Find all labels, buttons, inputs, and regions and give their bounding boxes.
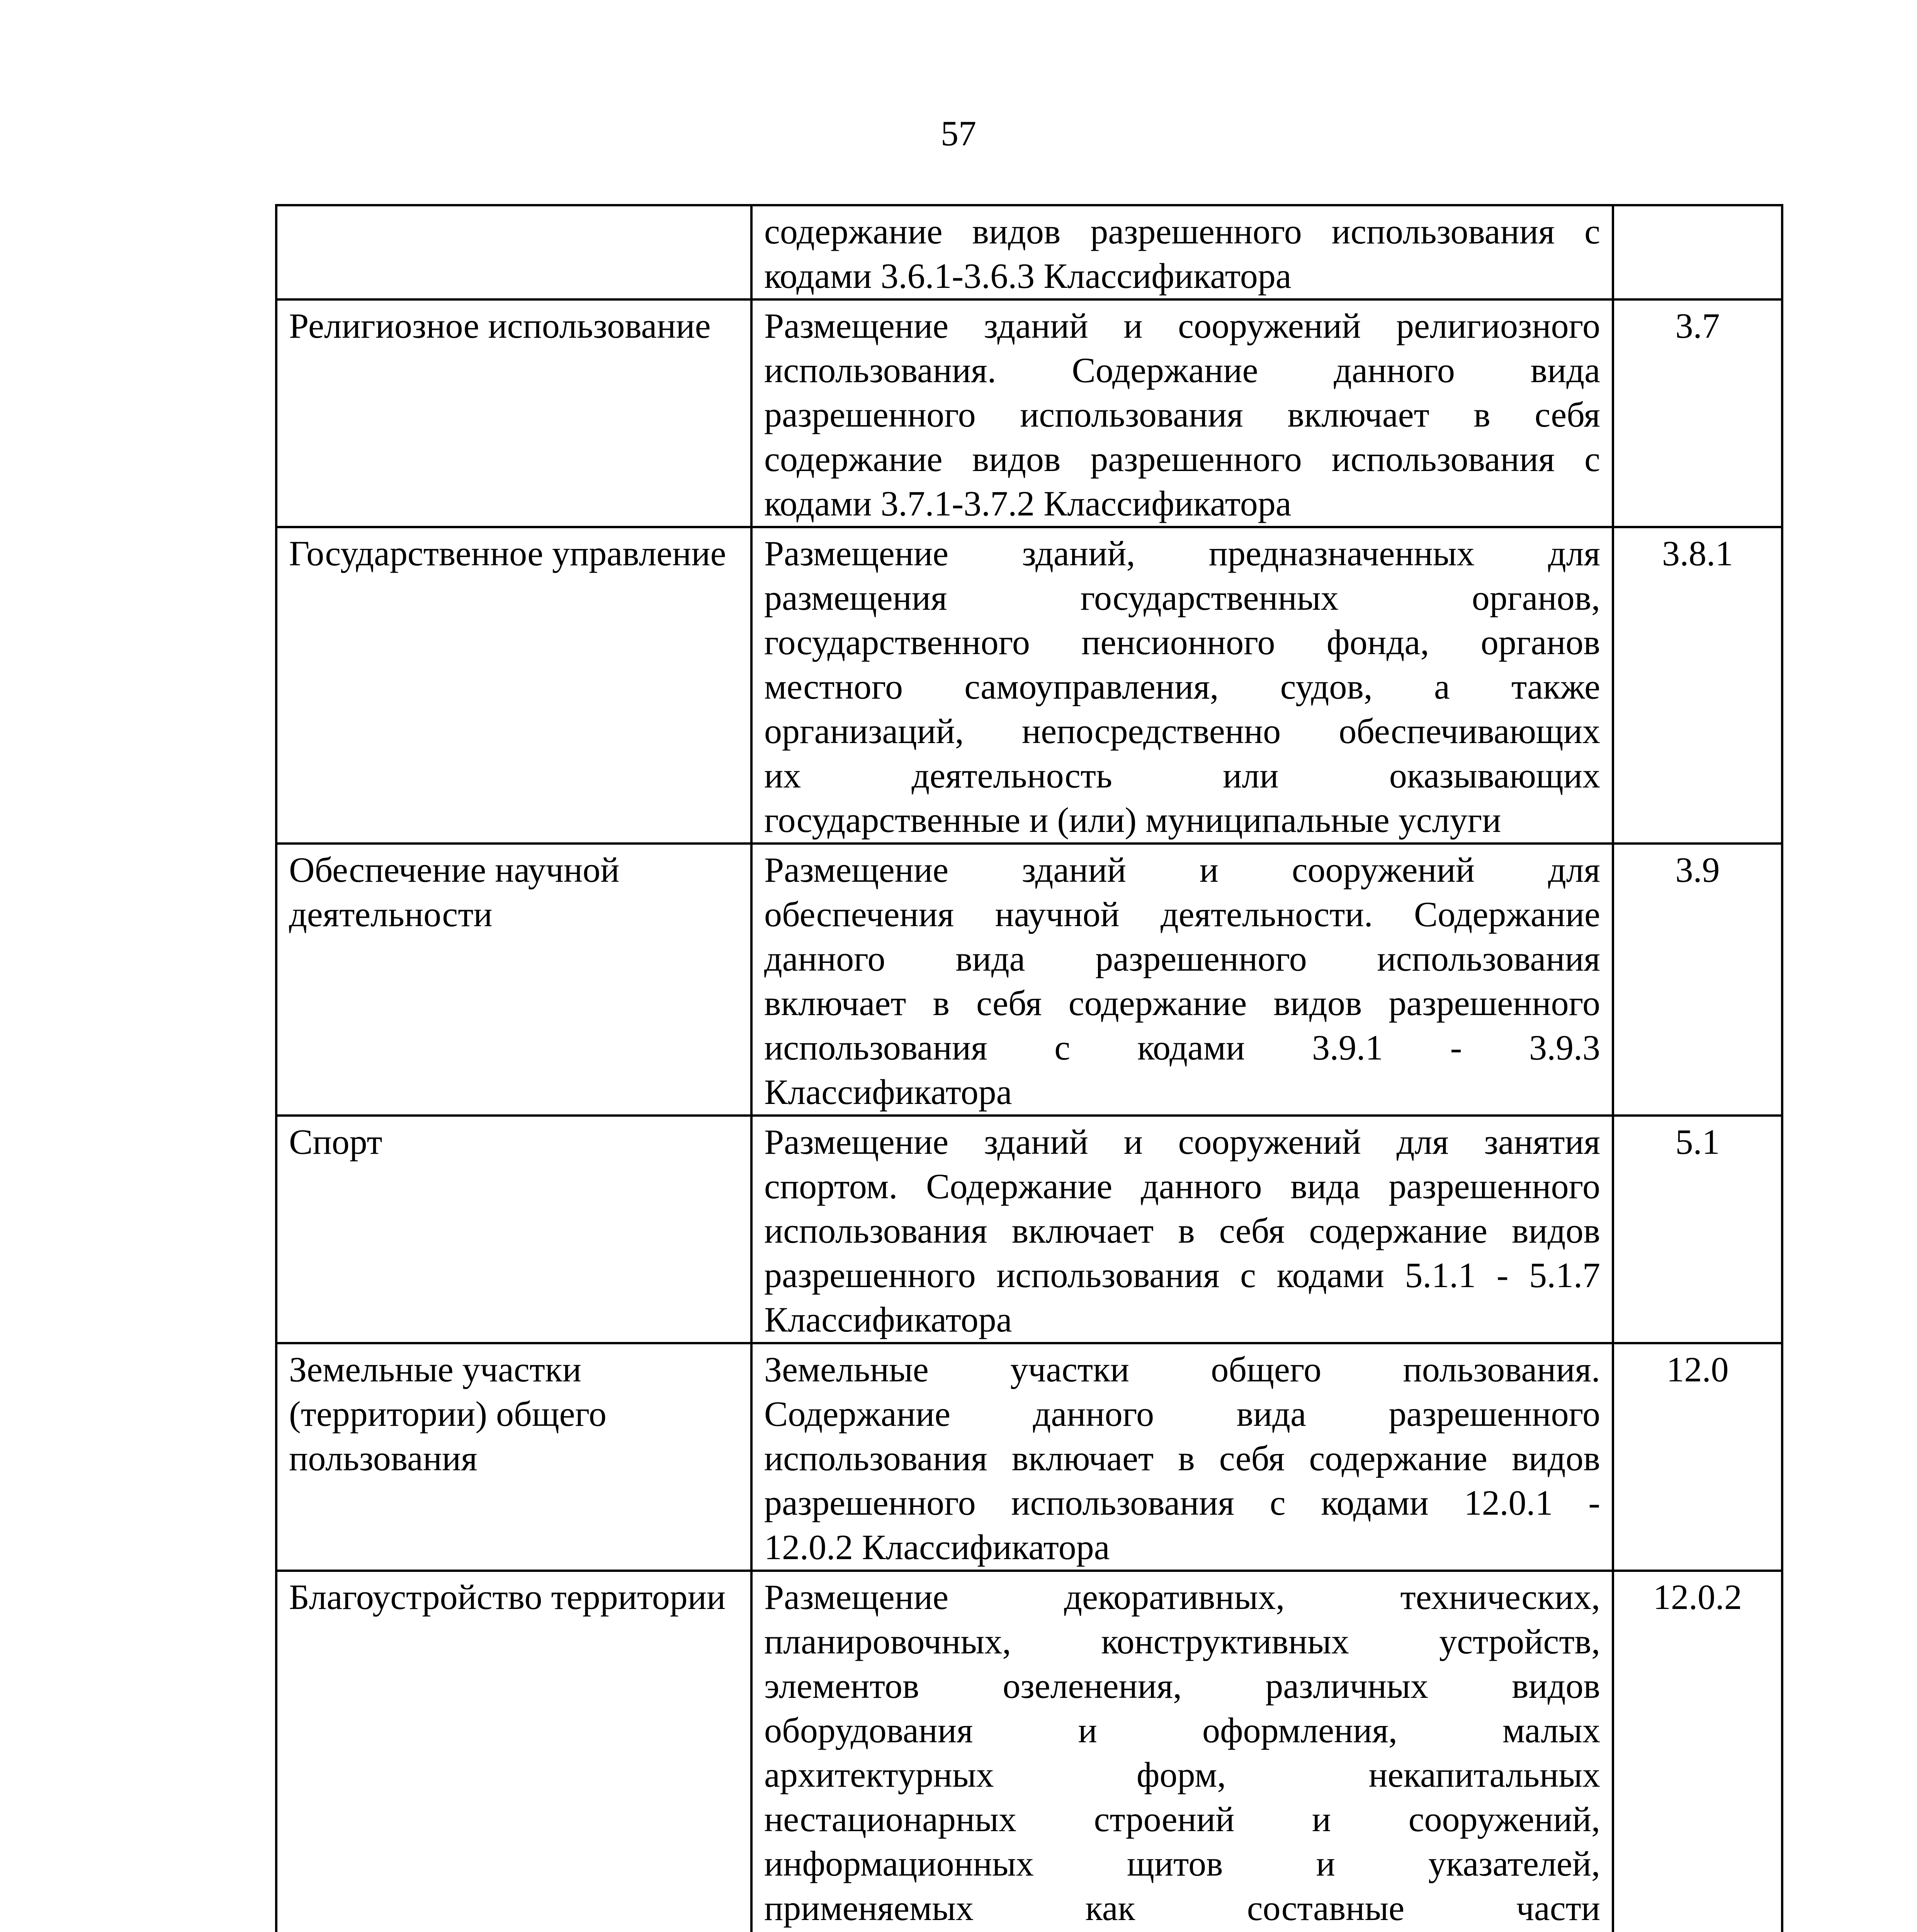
description-line: элементов озеленения, различных видов — [764, 1666, 1600, 1706]
use-description-cell — [751, 1116, 1613, 1343]
use-name-cell: Обеспечение научной деятельности — [276, 844, 751, 1116]
description-line: Размещение зданий, предназначенных для — [764, 534, 1600, 573]
description-line: Классификатора — [764, 1300, 1012, 1339]
description-line: содержание видов разрешенного использования с — [764, 212, 1600, 251]
description-line: содержание видов разрешенного использования с — [764, 439, 1600, 479]
description-line: оборудования и оформления, малых — [764, 1711, 1600, 1750]
use-name-cell: Благоустройство территории — [276, 1571, 751, 1932]
table-row — [276, 1571, 1782, 1932]
description-line: разрешенного использования с кодами 5.1.1 - 5.1.7 — [764, 1255, 1600, 1295]
description-line: Размещение декоративных, технических, — [764, 1577, 1600, 1617]
use-code-cell: 12.0.2 — [1613, 1571, 1782, 1932]
use-description-cell — [751, 527, 1613, 844]
table-row — [276, 299, 1782, 527]
description-line: размещения государственных органов, — [764, 578, 1600, 617]
use-name-cell — [276, 205, 751, 299]
description-line: их деятельность или оказывающих — [764, 756, 1600, 795]
table-row — [276, 205, 1782, 299]
description-line: нестационарных строений и сооружений, — [764, 1799, 1600, 1839]
description-line: 12.0.2 Классификатора — [764, 1527, 1110, 1567]
description-line: спортом. Содержание данного вида разрешенного — [764, 1167, 1600, 1206]
use-code-cell — [1613, 205, 1782, 299]
use-name-cell: Государственное управление — [276, 527, 751, 844]
use-name-cell: Религиозное использование — [276, 299, 751, 527]
description-line: использования. Содержание данного вида — [764, 350, 1600, 390]
use-description-cell — [751, 1571, 1613, 1932]
description-line: организаций, непосредственно обеспечивающих — [764, 711, 1600, 751]
table-row — [276, 1343, 1782, 1571]
description-line: использования включает в себя содержание видов — [764, 1211, 1600, 1250]
description-line: разрешенного использования с кодами 12.0.1 - — [764, 1483, 1600, 1522]
description-line: разрешенного использования включает в себя — [764, 395, 1600, 434]
description-line: включает в себя содержание видов разрешенного — [764, 983, 1600, 1023]
description-line: государственные и (или) муниципальные услуги — [764, 800, 1501, 840]
description-line: обеспечения научной деятельности. Содержание — [764, 895, 1600, 934]
use-description-cell — [751, 1343, 1613, 1571]
description-line: кодами 3.6.1-3.6.3 Классификатора — [764, 256, 1292, 296]
description-line: планировочных, конструктивных устройств, — [764, 1622, 1600, 1661]
table-row — [276, 527, 1782, 844]
description-line: Размещение зданий и сооружений для занятия — [764, 1122, 1600, 1162]
use-name-cell: Спорт — [276, 1116, 751, 1343]
description-line: информационных щитов и указателей, — [764, 1844, 1600, 1883]
use-code-cell: 3.8.1 — [1613, 527, 1782, 844]
description-line: кодами 3.7.1-3.7.2 Классификатора — [764, 484, 1292, 523]
permitted-use-table — [275, 204, 1783, 1932]
description-line: использования включает в себя содержание видов — [764, 1439, 1600, 1478]
use-description-cell — [751, 205, 1613, 299]
page-number: 57 — [941, 114, 976, 153]
table-row — [276, 1116, 1782, 1343]
use-code-cell: 3.7 — [1613, 299, 1782, 527]
description-line: Размещение зданий и сооружений религиозного — [764, 306, 1600, 345]
use-code-cell: 12.0 — [1613, 1343, 1782, 1571]
description-line: Классификатора — [764, 1072, 1012, 1112]
description-line: местного самоуправления, судов, а также — [764, 667, 1600, 706]
description-line: Содержание данного вида разрешенного — [764, 1394, 1600, 1434]
description-line: Земельные участки общего пользования. — [764, 1350, 1600, 1389]
table-row — [276, 844, 1782, 1116]
use-code-cell: 5.1 — [1613, 1116, 1782, 1343]
use-description-cell — [751, 844, 1613, 1116]
description-line: использования с кодами 3.9.1 - 3.9.3 — [764, 1028, 1600, 1067]
description-line: применяемых как составные части — [764, 1888, 1600, 1928]
description-line — [764, 1930, 1600, 1932]
use-code-cell: 3.9 — [1613, 844, 1782, 1116]
description-line: государственного пенсионного фонда, органов — [764, 622, 1600, 662]
description-line: архитектурных форм, некапитальных — [764, 1755, 1600, 1794]
description-line: Размещение зданий и сооружений для — [764, 850, 1600, 889]
description-line: данного вида разрешенного использования — [764, 939, 1600, 978]
use-name-cell: Земельные участки (территории) общего пользования — [276, 1343, 751, 1571]
use-description-cell — [751, 299, 1613, 527]
